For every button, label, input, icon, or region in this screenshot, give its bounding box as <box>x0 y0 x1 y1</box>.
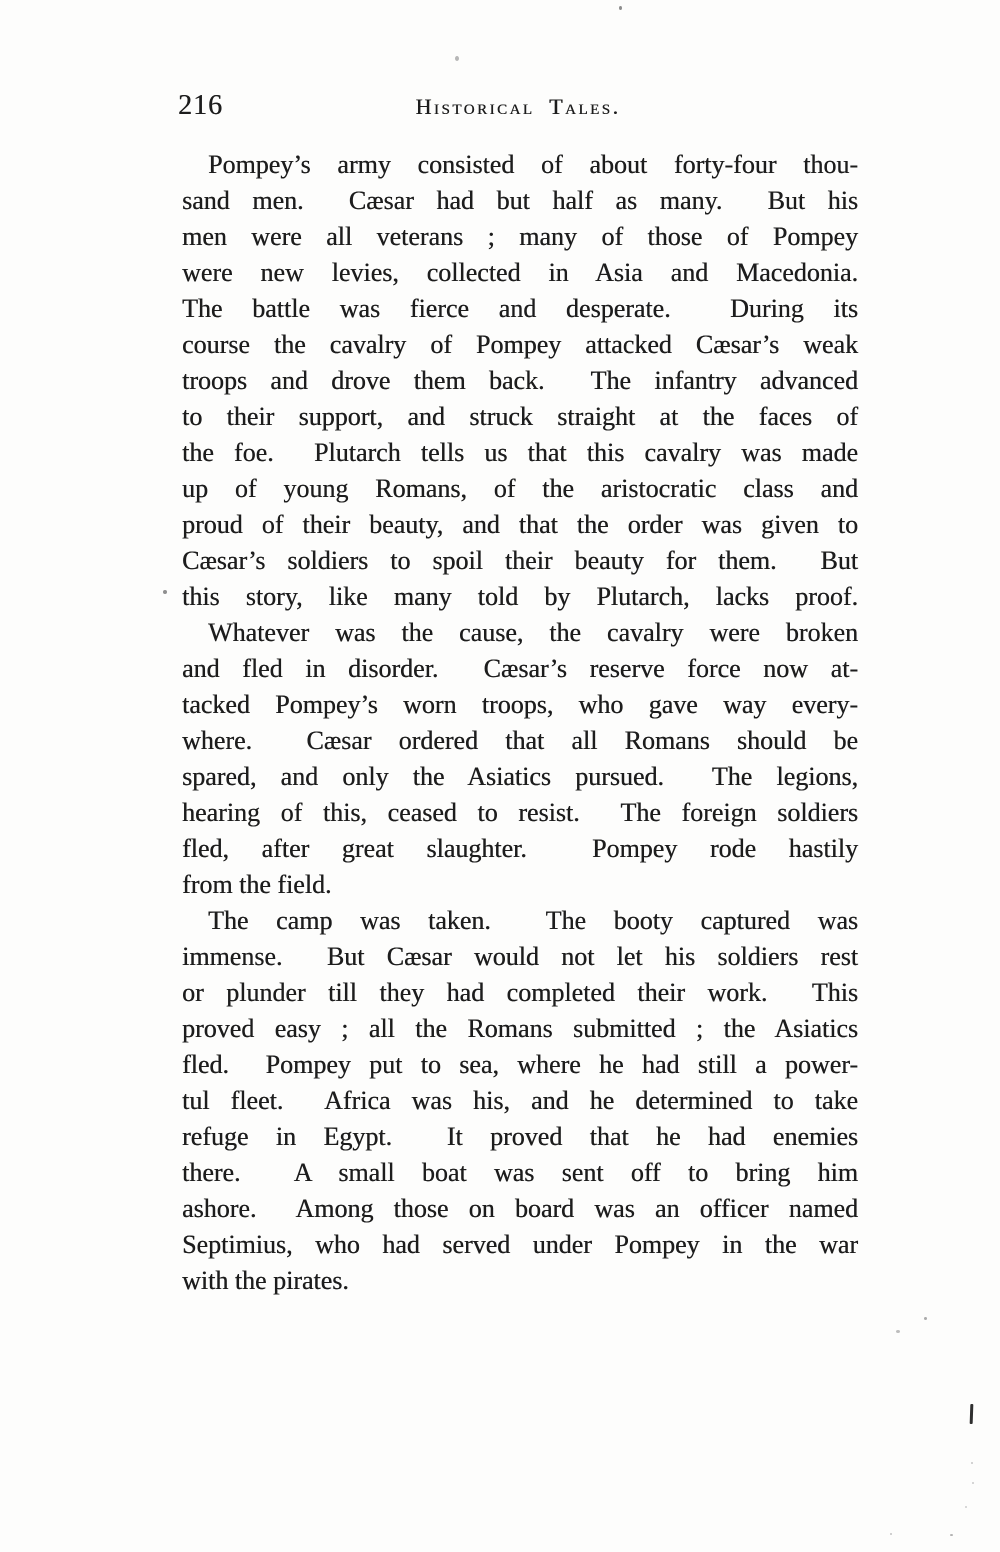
text-line: troops and drove them back. The infantry advanced <box>182 366 858 395</box>
text-line: Septimius, who had served under Pompey in the war <box>182 1230 858 1259</box>
text-line: Cæsar’s soldiers to spoil their beauty for them. But <box>182 546 858 575</box>
text-line: ashore. Among those on board was an officer named <box>182 1194 858 1223</box>
text-line: this story, like many told by Plutarch, lacks proof. <box>182 582 858 611</box>
scan-speck <box>965 1506 967 1508</box>
text-line: up of young Romans, of the aristocratic class and <box>182 474 858 503</box>
text-line: The battle was fierce and desperate. During its <box>182 294 858 323</box>
text-line: from the field. <box>182 870 332 899</box>
text-line: Whatever was the cause, the cavalry were broken <box>208 618 858 647</box>
text-block <box>182 147 858 1299</box>
text-line: where. Cæsar ordered that all Romans should be <box>182 726 858 755</box>
text-line: were new levies, collected in Asia and Macedonia. <box>182 258 858 287</box>
text-line: and fled in disorder. Cæsar’s reserve force now at- <box>182 654 858 683</box>
scan-speck <box>890 1533 892 1535</box>
page-number: 216 <box>178 90 223 121</box>
text-line: refuge in Egypt. It proved that he had enemies <box>182 1122 858 1151</box>
scan-speck <box>972 1482 974 1484</box>
text-line: proud of their beauty, and that the order was given to <box>182 510 858 539</box>
text-line: fled, after great slaughter. Pompey rode hastily <box>182 834 858 863</box>
scan-speck <box>950 1534 953 1536</box>
text-line: proved easy ; all the Romans submitted ; the Asiatics <box>182 1014 858 1043</box>
text-line: sand men. Cæsar had but half as many. But his <box>182 186 858 215</box>
text-line: immense. But Cæsar would not let his soldiers rest <box>182 942 858 971</box>
text-line: tacked Pompey’s worn troops, who gave way every- <box>182 690 858 719</box>
text-line: there. A small boat was sent off to bring him <box>182 1158 858 1187</box>
running-title: Historical Tales. <box>415 94 621 119</box>
text-line: to their support, and struck straight at the faces of <box>182 402 858 431</box>
scan-speck <box>896 1330 900 1333</box>
text-line: The camp was taken. The booty captured was <box>208 906 858 935</box>
scan-speck <box>619 6 622 10</box>
scan-speck <box>971 1462 973 1464</box>
text-line: the foe. Plutarch tells us that this cavalry was made <box>182 438 858 467</box>
text-line: men were all veterans ; many of those of Pompey <box>182 222 858 251</box>
text-line: tul fleet. Africa was his, and he determined to take <box>182 1086 858 1115</box>
text-line: with the pirates. <box>182 1266 349 1295</box>
text-line: fled. Pompey put to sea, where he had still a power- <box>182 1050 858 1079</box>
text-line: spared, and only the Asiatics pursued. The legions, <box>182 762 858 791</box>
scan-speck <box>163 590 167 594</box>
text-line: course the cavalry of Pompey attacked Cæsar’s weak <box>182 330 858 359</box>
text-line: Pompey’s army consisted of about forty-four thou- <box>208 150 858 179</box>
text-line: or plunder till they had completed their work. This <box>182 978 858 1007</box>
text-line: hearing of this, ceased to resist. The foreign soldiers <box>182 798 858 827</box>
scan-speck <box>924 1317 927 1320</box>
scan-speck <box>455 56 459 61</box>
margin-dash-mark <box>970 1404 974 1424</box>
running-head <box>178 92 858 126</box>
